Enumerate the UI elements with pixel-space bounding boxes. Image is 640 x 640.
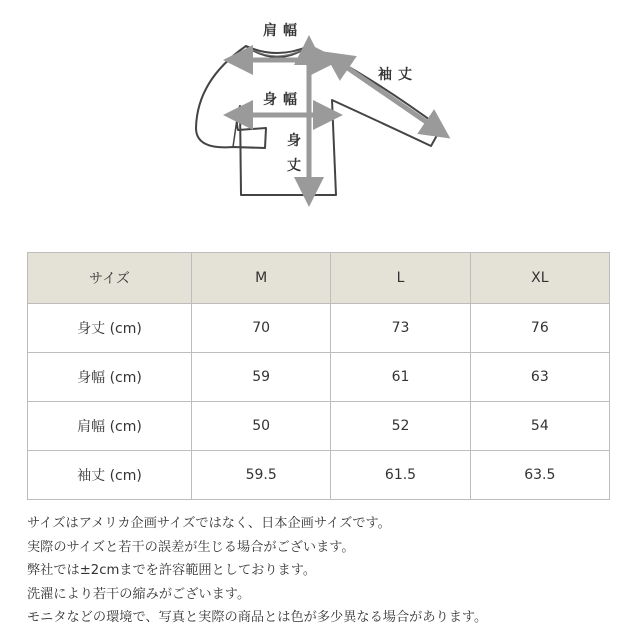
- size-diagram: [0, 0, 640, 210]
- row-label: 袖丈 (cm): [28, 451, 192, 500]
- note-line: モニタなどの環境で、写真と実際の商品とは色が多少異なる場合があります。: [27, 610, 488, 625]
- note-line: サイズはアメリカ企画サイズではなく、日本企画サイズです。: [27, 516, 391, 531]
- table-cell: 63.5: [470, 451, 609, 500]
- header-cell: L: [331, 253, 470, 304]
- row-label: 身丈 (cm): [28, 304, 192, 353]
- shoulder-width-label: 肩幅: [263, 23, 303, 39]
- table-cell: 59.5: [192, 451, 331, 500]
- note-line: 弊社では±2cmまでを許容範囲としております。: [27, 563, 317, 578]
- table-row: [28, 353, 610, 402]
- table-header-row: [28, 253, 610, 304]
- sleeve-length-label: 袖丈: [378, 67, 418, 83]
- table-cell: 61.5: [331, 451, 470, 500]
- row-label: 肩幅 (cm): [28, 402, 192, 451]
- note-line: 実際のサイズと若干の誤差が生じる場合がございます。: [27, 539, 355, 555]
- table-cell: 70: [192, 304, 331, 353]
- table-cell: 76: [470, 304, 609, 353]
- size-notes: [27, 512, 627, 630]
- note-line: 洗濯により若干の縮みがございます。: [27, 586, 251, 602]
- table-row: [28, 304, 610, 353]
- table-cell: 63: [470, 353, 609, 402]
- table-cell: 59: [192, 353, 331, 402]
- table-row: [28, 451, 610, 500]
- size-table: [27, 252, 610, 500]
- body-width-label: 身幅: [263, 92, 303, 108]
- body-length-label-top: 身: [287, 133, 301, 149]
- table-cell: 52: [331, 402, 470, 451]
- table-cell: 73: [331, 304, 470, 353]
- table-cell: 61: [331, 353, 470, 402]
- header-cell: XL: [470, 253, 609, 304]
- table-cell: 50: [192, 402, 331, 451]
- table-row: [28, 402, 610, 451]
- header-cell: サイズ: [28, 253, 192, 304]
- table-cell: 54: [470, 402, 609, 451]
- row-label: 身幅 (cm): [28, 353, 192, 402]
- header-cell: M: [192, 253, 331, 304]
- body-length-label-bottom: 丈: [287, 158, 301, 174]
